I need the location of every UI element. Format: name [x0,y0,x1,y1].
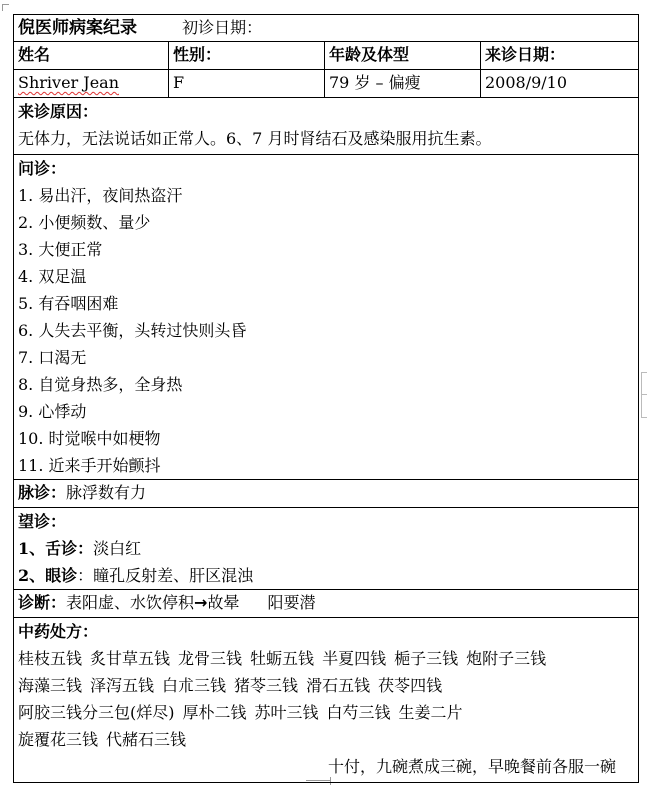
herb-line [18,672,634,699]
inquiry-item: 5. 有吞咽困难 [18,294,119,313]
herb-item: 炙甘草五钱 [90,649,171,668]
inquiry-section [14,155,639,480]
herb-item: 梔子三钱 [394,649,459,668]
observation-section [14,508,639,590]
inquiry-item: 3. 大便正常 [18,240,103,259]
title-cell[interactable] [14,15,639,42]
herb-item: 厚朴二钱 [182,703,247,722]
header-age-build[interactable]: 年龄及体型 [325,42,481,70]
inquiry-item: 9. 心悸动 [18,402,87,421]
tongue-line [18,535,634,562]
ruler-handle[interactable] [641,372,647,418]
herb-item: 泽泻五钱 [90,676,155,695]
pulse-cell[interactable] [14,480,639,508]
herb-item: 龙骨三钱 [178,649,243,668]
observation-label: 望诊： [18,512,67,531]
herb-item: 海藻三钱 [18,676,83,695]
diagnosis-label: 诊断： [18,593,67,612]
patient-header-row [14,42,639,70]
herb-item: 炮附子三钱 [466,649,547,668]
herb-item: 猪苓三钱 [234,676,299,695]
arrow-right-icon: → [194,593,208,612]
header-name[interactable]: 姓名 [14,42,169,70]
herb-item: 生姜二片 [398,703,463,722]
eye-line [18,562,634,589]
pulse-section [14,480,639,508]
prescription-section [14,618,639,783]
header-sex[interactable]: 性别： [169,42,325,70]
herb-item: 阿胶三钱分三包(烊尽) [18,703,175,722]
reason-cell[interactable] [14,98,639,155]
diagnosis-text-b: 故晕 [207,593,240,612]
inquiry-cell[interactable] [14,155,639,480]
prescription-cell[interactable] [14,618,639,783]
prescription-instructions: 十付，九碗煮成三碗，早晚餐前各服一碗 [328,757,617,776]
herb-item: 牡蛎五钱 [250,649,315,668]
herb-item: 滑石五钱 [306,676,371,695]
herb-item: 茯苓四钱 [378,676,443,695]
inquiry-item: 7. 口渴无 [18,348,87,367]
patient-visit-date[interactable]: 2008/9/10 [481,70,639,98]
inquiry-item: 6. 人失去平衡，头转过快则头昏 [18,321,247,340]
pulse-text: 脉浮数有力 [66,483,147,502]
inquiry-item: 10. 时觉喉中如梗物 [18,429,161,448]
diagnosis-section [14,590,639,618]
tongue-label: 1、舌诊： [18,539,94,558]
reason-text: 无体力，无法说话如正常人。6、7 月时肾结石及感染服用抗生素。 [18,129,492,148]
herb-item: 白朮三钱 [162,676,227,695]
reason-section [14,98,639,155]
observation-cell[interactable] [14,508,639,590]
patient-name: Shriver Jean [18,73,119,92]
herb-line [18,645,634,672]
medical-record-table [13,14,639,783]
patient-age-build[interactable]: 79 岁 – 偏瘦 [325,70,481,98]
reason-label: 来诊原因： [18,102,99,121]
herb-line [18,726,634,753]
inquiry-item: 2. 小便频数、量少 [18,213,151,232]
pulse-label: 脉诊： [18,483,67,502]
patient-value-row [14,70,639,98]
diagnosis-text-a: 表阳虚、水饮停积 [66,593,195,612]
diagnosis-cell[interactable] [14,590,639,618]
first-visit-label: 初诊日期： [182,18,263,37]
herb-item: 代赭石三钱 [106,730,187,749]
inquiry-item: 11. 近来手开始颤抖 [18,456,161,475]
herb-item: 旋覆花三钱 [18,730,99,749]
patient-sex[interactable]: F [169,70,325,98]
inquiry-item: 8. 自觉身热多，全身热 [18,375,183,394]
eye-label: 2、眼诊 [18,566,78,585]
eye-text: ：瞳孔反射差、肝区混浊 [77,566,254,585]
diagnosis-text-c: 阳要潜 [267,593,316,612]
inquiry-item: 1. 易出汗，夜间热盗汗 [18,186,183,205]
tongue-text: 淡白红 [93,539,142,558]
record-title: 倪医师病案纪录 [18,18,137,38]
herb-line [18,699,634,726]
page-corner-mark [2,4,9,11]
herb-item: 半夏四钱 [322,649,387,668]
herb-item: 苏叶三钱 [254,703,319,722]
herb-item: 白芍三钱 [326,703,391,722]
inquiry-item: 4. 双足温 [18,267,87,286]
header-visit-date[interactable]: 来诊日期： [481,42,639,70]
title-row [14,15,639,42]
patient-name-cell[interactable] [14,70,169,98]
herb-item: 桂枝五钱 [18,649,83,668]
inquiry-label: 问诊： [18,159,67,178]
prescription-label: 中药处方： [18,622,99,641]
